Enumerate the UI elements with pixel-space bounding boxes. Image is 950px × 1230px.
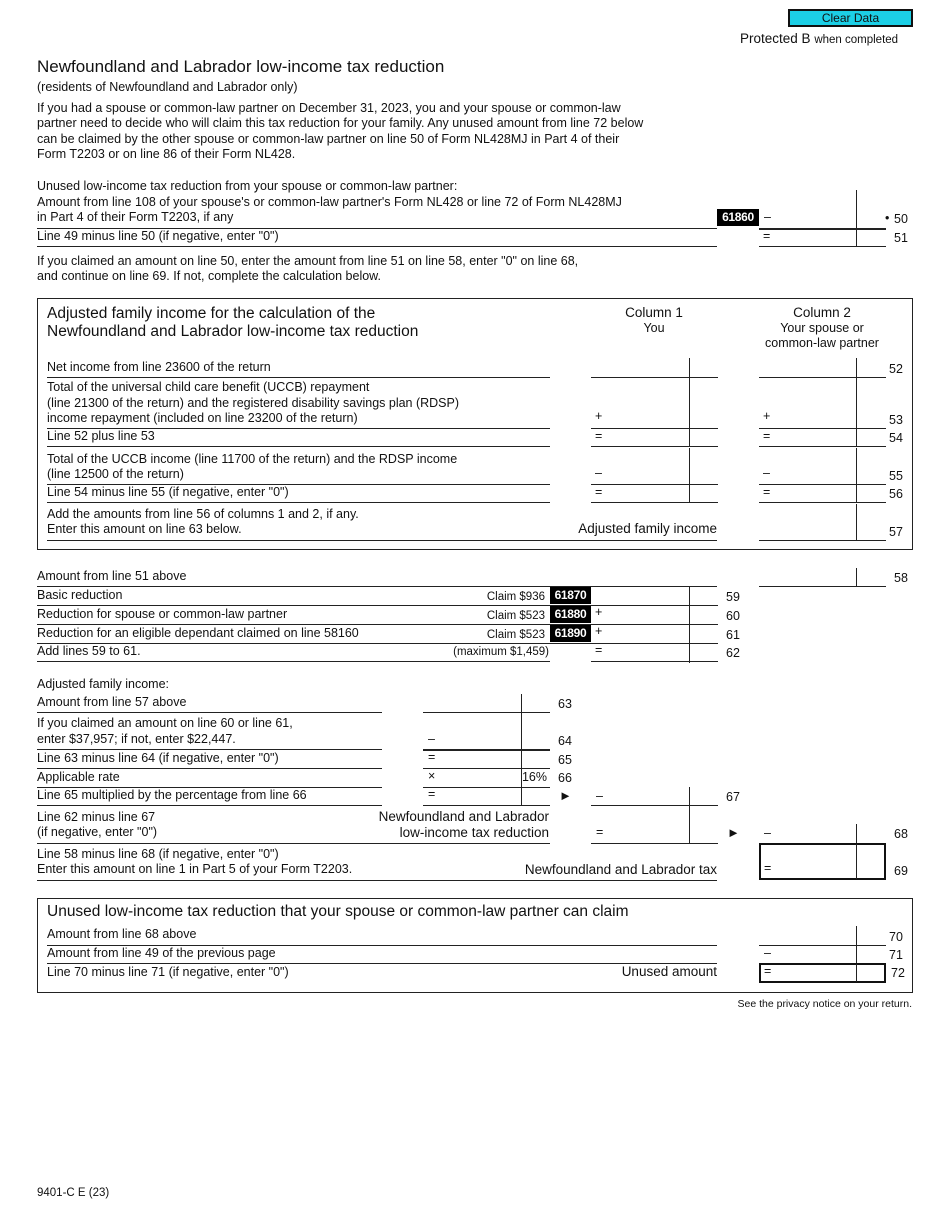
protected-b-text: Protected B [740, 31, 811, 46]
line61-text: Reduction for an eligible dependant claimed on line 58160 [37, 626, 359, 640]
privacy-notice: See the privacy notice on your return. [737, 998, 912, 1010]
line53-number: 53 [889, 413, 903, 427]
line61-code: 61890 [550, 625, 591, 642]
line55-text2: (line 12500 of the return) [47, 467, 184, 481]
line52-col2-input[interactable] [760, 358, 856, 377]
line55-number: 55 [889, 469, 903, 483]
line65-operator: = [428, 750, 436, 764]
line56-text: Line 54 minus line 55 (if negative, enter "0") [47, 485, 289, 499]
note-line2: and continue on line 69. If not, complete the calculation below. [37, 269, 381, 283]
line66-text: Applicable rate [37, 770, 120, 784]
line68-operator: = [596, 825, 604, 839]
nl-low-income-reduction-label1: Newfoundland and Labrador [378, 809, 549, 824]
line55-col1-operator: – [595, 466, 602, 480]
line53-col2-operator: + [763, 409, 771, 423]
line65-text: Line 63 minus line 64 (if negative, enter "0") [37, 751, 279, 765]
line59-number: 59 [726, 590, 740, 604]
line55-col2-operator: – [763, 466, 770, 480]
intro-paragraph-line2: partner need to decide who will claim this tax reduction for your family. Any unused amount from line 72 below [37, 116, 644, 130]
line57-text1: Add the amounts from line 56 of columns 1 and 2, if any. [47, 507, 359, 521]
line61-claim: Claim $523 [486, 629, 545, 641]
line59-code: 61870 [550, 587, 591, 604]
adjusted-family-income-label: Adjusted family income [578, 521, 717, 536]
line69-input-box[interactable] [759, 843, 886, 880]
line59-claim: Claim $936 [486, 591, 545, 603]
line57-input[interactable] [760, 521, 856, 540]
line72-number: 72 [891, 966, 905, 980]
page-title: Newfoundland and Labrador low-income tax reduction [37, 57, 445, 76]
line70-input[interactable] [760, 926, 856, 945]
line63-input[interactable] [424, 694, 521, 713]
line60-number: 60 [726, 609, 740, 623]
line54-col1-operator: = [595, 429, 603, 443]
line50-text2: in Part 4 of their Form T2203, if any [37, 210, 234, 224]
adjusted-heading1: Adjusted family income for the calculation of the [47, 305, 376, 322]
line50-code: 61860 [717, 209, 759, 226]
line55-col2-input[interactable] [773, 465, 856, 484]
line67-operator2: – [596, 789, 603, 803]
line53-col1-operator: + [595, 409, 603, 423]
line70-text: Amount from line 68 above [47, 927, 197, 941]
line54-text: Line 52 plus line 53 [47, 429, 155, 443]
line54-col2-input[interactable] [773, 428, 856, 447]
note-line1: If you claimed an amount on line 50, enter the amount from line 51 on line 58, enter "0" on line 68, [37, 254, 579, 268]
line67-input[interactable] [438, 787, 521, 806]
line72-text: Line 70 minus line 71 (if negative, enter "0") [47, 965, 289, 979]
line56-number: 56 [889, 487, 903, 501]
line68-operator2: – [764, 826, 771, 840]
line53-text3: income repayment (included on line 23200 of the return) [47, 411, 358, 425]
adjusted-heading2: Newfoundland and Labrador low-income tax reduction [47, 323, 419, 340]
line52-col1-input[interactable] [592, 358, 689, 377]
line71-number: 71 [889, 948, 903, 962]
line62-number: 62 [726, 646, 740, 660]
line50-input[interactable] [760, 208, 856, 227]
line50-operator: – [764, 210, 771, 224]
line59-input[interactable] [592, 587, 689, 606]
column2-subtitle2: common-law partner [765, 336, 879, 350]
intro-paragraph-line4: Form T2203 or on line 86 of their Form NL428. [37, 147, 296, 161]
line68-col-input[interactable] [773, 824, 856, 843]
column2-subtitle1: Your spouse or [780, 321, 864, 335]
line62-maximum: (maximum $1,459) [453, 646, 549, 658]
line71-text: Amount from line 49 of the previous page [47, 946, 276, 960]
line64-text1: If you claimed an amount on line 60 or line 61, [37, 716, 293, 730]
line66-rate: 16% [521, 770, 547, 784]
line69-operator: = [764, 861, 772, 875]
line51-number: 51 [894, 231, 908, 245]
line56-col2-input[interactable] [773, 484, 856, 503]
line54-col1-input[interactable] [605, 428, 689, 447]
column2-title: Column 2 [793, 305, 851, 320]
line57-text2: Enter this amount on line 63 below. [47, 522, 242, 536]
line60-code: 61880 [550, 606, 591, 623]
line70-number: 70 [889, 930, 903, 944]
line68-text1: Line 62 minus line 67 [37, 810, 156, 824]
line50-text1: Amount from line 108 of your spouse's or common-law partner's Form NL428 or line 72 of Form NL428MJ [37, 195, 622, 209]
afi-heading: Adjusted family income: [37, 677, 170, 691]
line65-input[interactable] [438, 750, 521, 769]
line60-operator: + [595, 605, 603, 619]
line69-number: 69 [894, 864, 908, 878]
line54-number: 54 [889, 431, 903, 445]
form-identifier: 9401-C E (23) [37, 1187, 110, 1199]
line71-input[interactable] [773, 945, 856, 964]
line68-arrow-icon: ► [727, 825, 740, 840]
line50-bullet: • [885, 211, 890, 225]
nl-low-income-reduction-label2: low-income tax reduction [399, 825, 549, 840]
line62-operator: = [595, 643, 603, 657]
when-completed-text: when completed [814, 34, 899, 46]
line55-col1-input[interactable] [605, 465, 689, 484]
unused-heading: Unused low-income tax reduction from your spouse or common-law partner: [37, 179, 458, 193]
line64-operator: – [428, 732, 435, 746]
line56-col1-input[interactable] [605, 484, 689, 503]
line57-number: 57 [889, 525, 903, 539]
line50-number: 50 [894, 212, 908, 226]
line61-operator: + [595, 624, 603, 638]
line56-col1-operator: = [595, 485, 603, 499]
nl-tax-label: Newfoundland and Labrador tax [524, 862, 717, 877]
page-subtitle: (residents of Newfoundland and Labrador only) [37, 80, 298, 94]
line52-number: 52 [889, 362, 903, 376]
protected-b-label [740, 31, 898, 48]
line61-input[interactable] [605, 625, 689, 644]
line66-operator: × [428, 769, 436, 783]
line53-col1-input[interactable] [605, 409, 689, 428]
line67-col-input[interactable] [605, 787, 689, 806]
line72-input-box[interactable] [759, 963, 886, 983]
line60-claim: Claim $523 [486, 610, 545, 622]
line67-number: 67 [726, 790, 740, 804]
line53-text2: (line 21300 of the return) and the registered disability savings plan (RDSP) [47, 396, 460, 410]
unused-box-heading: Unused low-income tax reduction that your spouse or common-law partner can claim [47, 903, 629, 920]
line51-operator: = [763, 229, 771, 243]
line64-text2: enter $37,957; if not, enter $22,447. [37, 732, 236, 746]
line54-col2-operator: = [763, 429, 771, 443]
intro-paragraph-line3: can be claimed by the other spouse or common-law partner on line 50 of Form NL428MJ in Part 4 of their [37, 132, 620, 146]
line58-input[interactable] [760, 568, 856, 587]
line67-operator: = [428, 787, 436, 801]
line64-number: 64 [558, 734, 572, 748]
line60-input[interactable] [605, 606, 689, 625]
line69-text2: Enter this amount on line 1 in Part 5 of your Form T2203. [37, 862, 353, 876]
line56-col2-operator: = [763, 485, 771, 499]
line66-number: 66 [558, 771, 572, 785]
line68-text2: (if negative, enter "0") [37, 825, 158, 839]
column1-subtitle: You [643, 321, 665, 335]
line64-input[interactable] [438, 731, 521, 750]
line62-input[interactable] [605, 643, 689, 662]
line55-text1: Total of the UCCB income (line 11700 of the return) and the RDSP income [47, 452, 458, 466]
line63-number: 63 [558, 697, 572, 711]
line51-text: Line 49 minus line 50 (if negative, enter "0") [37, 229, 279, 243]
line71-operator: – [764, 946, 771, 960]
line67-text: Line 65 multiplied by the percentage from line 66 [37, 788, 307, 802]
line68-input[interactable] [605, 824, 689, 843]
line60-text: Reduction for spouse or common-law partner [37, 607, 288, 621]
clear-data-button[interactable]: Clear Data [788, 9, 913, 27]
line62-text: Add lines 59 to 61. [37, 644, 141, 658]
column1-title: Column 1 [625, 305, 683, 320]
line65-number: 65 [558, 753, 572, 767]
line58-number: 58 [894, 571, 908, 585]
line67-arrow-icon: ► [559, 788, 572, 803]
line53-col2-input[interactable] [773, 409, 856, 428]
line61-number: 61 [726, 628, 740, 642]
line59-text: Basic reduction [37, 588, 123, 602]
line69-text1: Line 58 minus line 68 (if negative, enter "0") [37, 847, 279, 861]
line58-text: Amount from line 51 above [37, 569, 187, 583]
line68-number: 68 [894, 827, 908, 841]
line72-operator: = [764, 964, 772, 978]
intro-paragraph-line1: If you had a spouse or common-law partner on December 31, 2023, you and your spouse or common-law [37, 101, 621, 115]
line52-text: Net income from line 23600 of the return [47, 360, 271, 374]
unused-amount-label: Unused amount [621, 964, 717, 979]
line53-text1: Total of the universal child care benefit (UCCB) repayment [47, 380, 370, 394]
line63-text: Amount from line 57 above [37, 695, 187, 709]
